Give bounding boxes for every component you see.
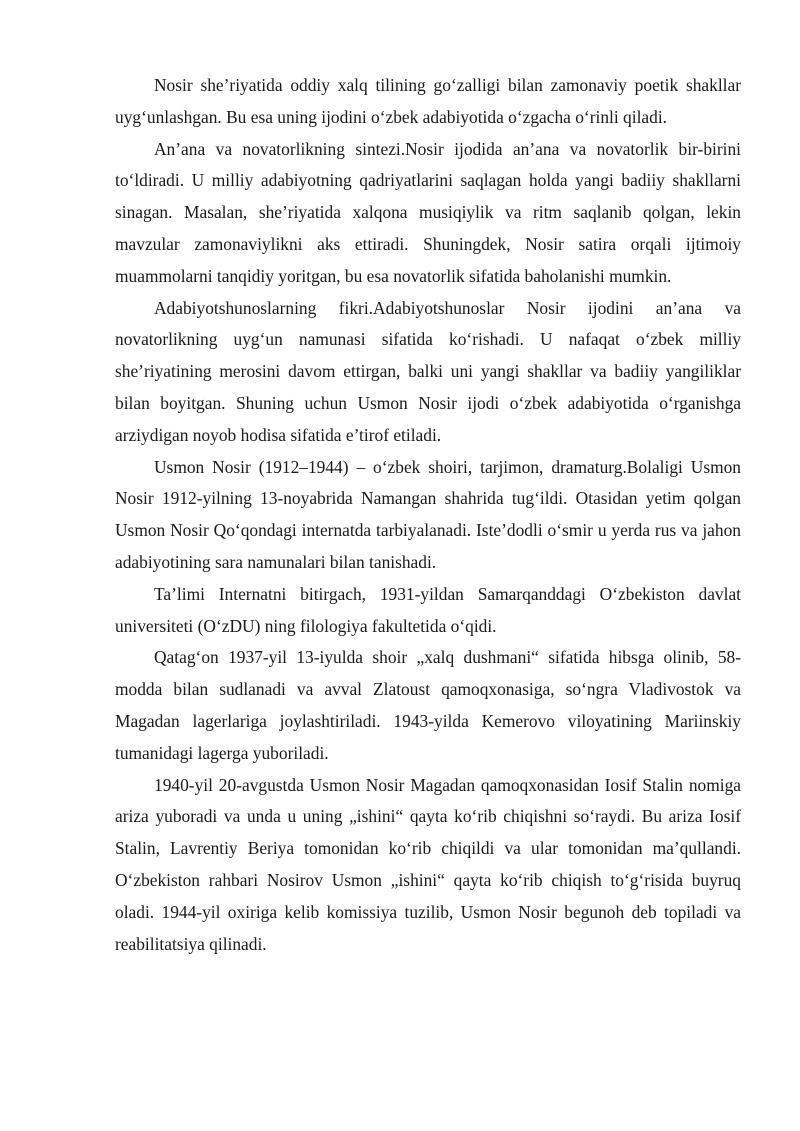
document-page [115, 70, 741, 960]
paragraph-poetic-forms: Nosir she’riyatida oddiy xalq tilining go‘zalligi bilan zamonaviy poetik shakllar uyg‘unlashgan. Bu esa uning ijodini o‘zbek adabiyotida o‘zgacha o‘rinli qiladi. [115, 75, 741, 127]
paragraph-scholars-opinion: Adabiyotshunoslarning fikri.Adabiyotshunoslar Nosir ijodini an’ana va novatorlikning uyg‘un namunasi sifatida ko‘rishadi. U nafaqat o‘zbek milliy she’riyatining merosini davom ettirgan, balki uni yangi shakllar va badiiy yangiliklar bilan boyitgan. Shuning uchun Usmon Nosir ijodi o‘zbek adabiyotida o‘rganishga arziydigan noyob hodisa sifatida e’tirof etiladi. [115, 297, 741, 445]
paragraph-tradition-innovation: An’ana va novatorlikning sintezi.Nosir ijodida an’ana va novatorlik bir-birini to‘ldiradi. U milliy adabiyotning qadriyatlarini saqlagan holda yangi badiiy shakllarni sinagan. Masalan, she’riyatida xalqona musiqiylik va ritm saqlanib qolgan, lekin mavzular zamonaviylikni aks ettiradi. Shuningdek, Nosir satira orqali ijtimoiy muammolarni tanqidiy yoritgan, bu esa novatorlik sifatida baholanishi mumkin. [115, 138, 741, 286]
paragraph-repression: Qatag‘on 1937-yil 13-iyulda shoir „xalq dushmani“ sifatida hibsga olinib, 58-modda bilan sudlanadi va avval Zlatoust qamoqxonasiga, so‘ngra Vladivostok va Magadan lagerlariga joylashtiriladi. 1943-yilda Kemerovo viloyatining Mariinskiy tumanidagi lagerga yuboriladi. [115, 647, 741, 763]
paragraph-education: Ta’limi Internatni bitirgach, 1931-yildan Samarqanddagi O‘zbekiston davlat universiteti (O‘zDU) ning filologiya fakultetida o‘qidi. [115, 583, 741, 636]
paragraph-biography-childhood: Usmon Nosir (1912–1944) – o‘zbek shoiri, tarjimon, dramaturg.Bolaligi Usmon Nosir 1912-yilning 13-noyabrida Namangan shahrida tug‘ildi. Otasidan yetim qolgan Usmon Nosir Qo‘qondagi internatda tarbiyalanadi. Iste’dodli o‘smir u yerda rus va jahon adabiyotining sara namunalari bilan tanishadi. [115, 456, 741, 572]
paragraph-rehabilitation: 1940-yil 20-avgustda Usmon Nosir Magadan qamoqxonasidan Iosif Stalin nomiga ariza yuboradi va unda u uning „ishini“ qayta ko‘rib chiqishni so‘raydi. Bu ariza Iosif Stalin, Lavrentiy Beriya tomonidan ko‘rib chiqildi va ular tomonidan ma’qullandi. O‘zbekiston rahbari Nosirov Usmon „ishini“ qayta ko‘rib chiqish to‘g‘risida buyruq oladi. 1944-yil oxiriga kelib komissiya tuzilib, Usmon Nosir begunoh deb topiladi va reabilitatsiya qilinadi. [115, 774, 741, 954]
